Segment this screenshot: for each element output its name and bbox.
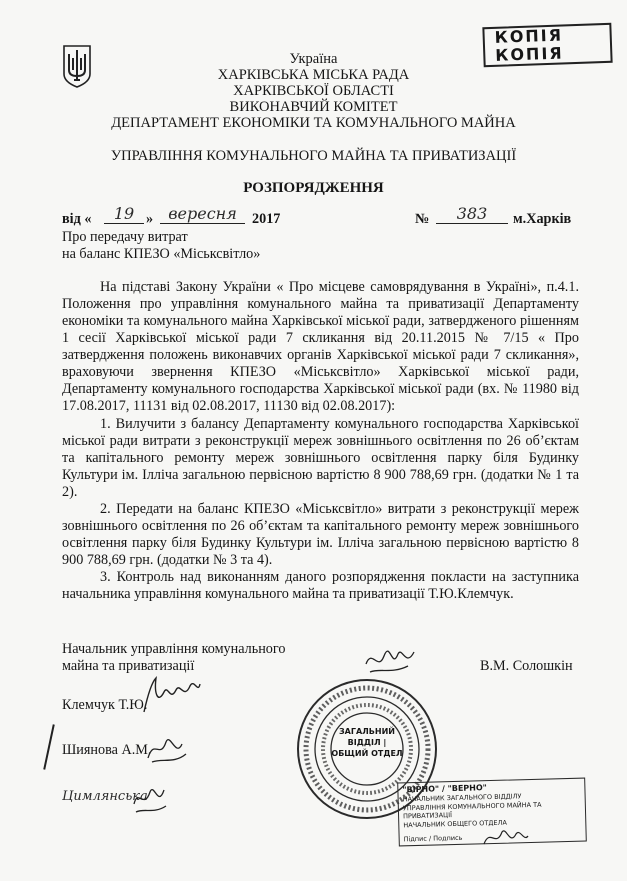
city-label: м.Харків [513,211,572,227]
document-number: 383 [436,204,508,224]
approval-tsymlianska: Цимлянська [62,789,148,804]
order-item-2: 2. Передати на баланс КПЕЗО «Міськсвітло» витрати з реконструкції мереж зовнішнього освітлення по 26 об’єктам та капітального ремонту мереж зовнішнього освітлення парку біля Будинку Культури ім. Ілліча загальною первісною вартістю 8 900 788,69 грн. (додатки № 3 та 4). [62,501,579,568]
order-item-1: 1. Вилучити з балансу Департаменту комунального господарства Харківської міської ради витрати з реконструкції мереж зовнішнього освітлення по 26 об’єктам та капітального ремонту мереж зовнішнього освітлення парку біля Будинку Культури ім. Ілліча загальною первісною вартістю 8 900 788,69 грн. (додатки № 1 та 2). [62,416,579,500]
approval-klemchuk: Клемчук Т.Ю. [62,697,148,713]
date-year: 2017 [252,211,281,227]
subject [62,229,260,263]
round-seal-center-3: ОБЩИЙ ОТДЕЛ [331,749,403,758]
copy-stamp [482,23,612,67]
order-item-3: 3. Контроль над виконанням даного розпорядження покласти на заступника начальника управління комунального майна та приватизації Т.Ю.Клемчук. [62,569,579,602]
approval-signature-shiyanova [142,728,192,768]
copy-stamp-text-2: КОПІЯ [494,43,564,65]
date-day: 19 [104,204,144,224]
signatory-position-line-2: майна та приватизації [62,658,195,674]
approval-shiyanova: Шиянова А.М. [62,742,152,758]
verified-stamp-title: "ВІРНО" / "ВЕРНО" [402,783,488,795]
date-month: вересня [160,204,245,224]
approval-signature-klemchuk [138,674,204,718]
round-seal-center-2: ВІДДІЛ | [347,738,387,747]
approval-signature-tsymlianska [130,778,170,818]
verified-stamp-signature [480,822,530,852]
verified-stamp-line-3: УПРАВЛІННЯ КОМУНАЛЬНОГО МАЙНА ТА ПРИВАТИЗАЦІЇ [402,800,542,821]
header-country: Україна [289,51,338,67]
preamble-paragraph: На підставі Закону України « Про місцеве самоврядування в Україні», п.4.1. Положення про управління комунального майна та приватизації Департаменту економіки та комунального майна Харківської міської ради, затвердженого рішенням 1 сесії Харківської міської ради 7 скликання від 20.11.2015 № 7/15 « Про затвердження положень виконавчих органів Харківської міської ради 7 скликання», враховуючи звернення КПЕЗО «Міськсвітло» Харківської міської ради, Департаменту комунального господарства Харківської міської ради (вх. № 11980 від 17.08.2017, 11131 від 02.08.2017, 11130 від 02.08.2017): [62,279,579,414]
subject-line-2: на баланс КПЕЗО «Міськсвітло» [62,246,261,262]
number-label: № [415,211,430,227]
header-committee: ВИКОНАВЧИЙ КОМІТЕТ [229,99,398,115]
date-from-label: від « [62,211,92,227]
verified-stamp-line-4: НАЧАЛЬНИК ОБЩЕГО ОТДЕЛА [403,818,507,829]
document-type-title: РОЗПОРЯДЖЕННЯ [243,180,384,196]
header-council: ХАРКІВСЬКА МІСЬКА РАДА [217,67,410,83]
header-department: ДЕПАРТАМЕНТ ЕКОНОМІКИ ТА КОМУНАЛЬНОГО МАЙНА [111,115,516,131]
signatory-name: В.М. Солошкін [480,658,573,674]
header-region: ХАРКІВСЬКОЇ ОБЛАСТІ [233,83,394,99]
signatory-position-line-1: Начальник управління комунального [62,641,286,657]
date-close-quote: » [146,211,154,227]
verified-stamp-line-5: Підпис / Подпись [403,833,463,844]
subject-line-1: Про передачу витрат [62,229,188,245]
copy-stamp-text-1: КОПІЯ [494,25,564,47]
head-signature [362,642,422,680]
round-seal-center-1: ЗАГАЛЬНИЙ [339,727,395,736]
header-directorate: УПРАВЛІННЯ КОМУНАЛЬНОГО МАЙНА ТА ПРИВАТИЗАЦІЇ [110,148,517,164]
signatory-position [62,641,285,675]
verified-stamp-line-2: НАЧАЛЬНИК ЗАГАЛЬНОГО ВІДДІЛУ [402,792,522,804]
approval-mark-line [43,724,55,769]
